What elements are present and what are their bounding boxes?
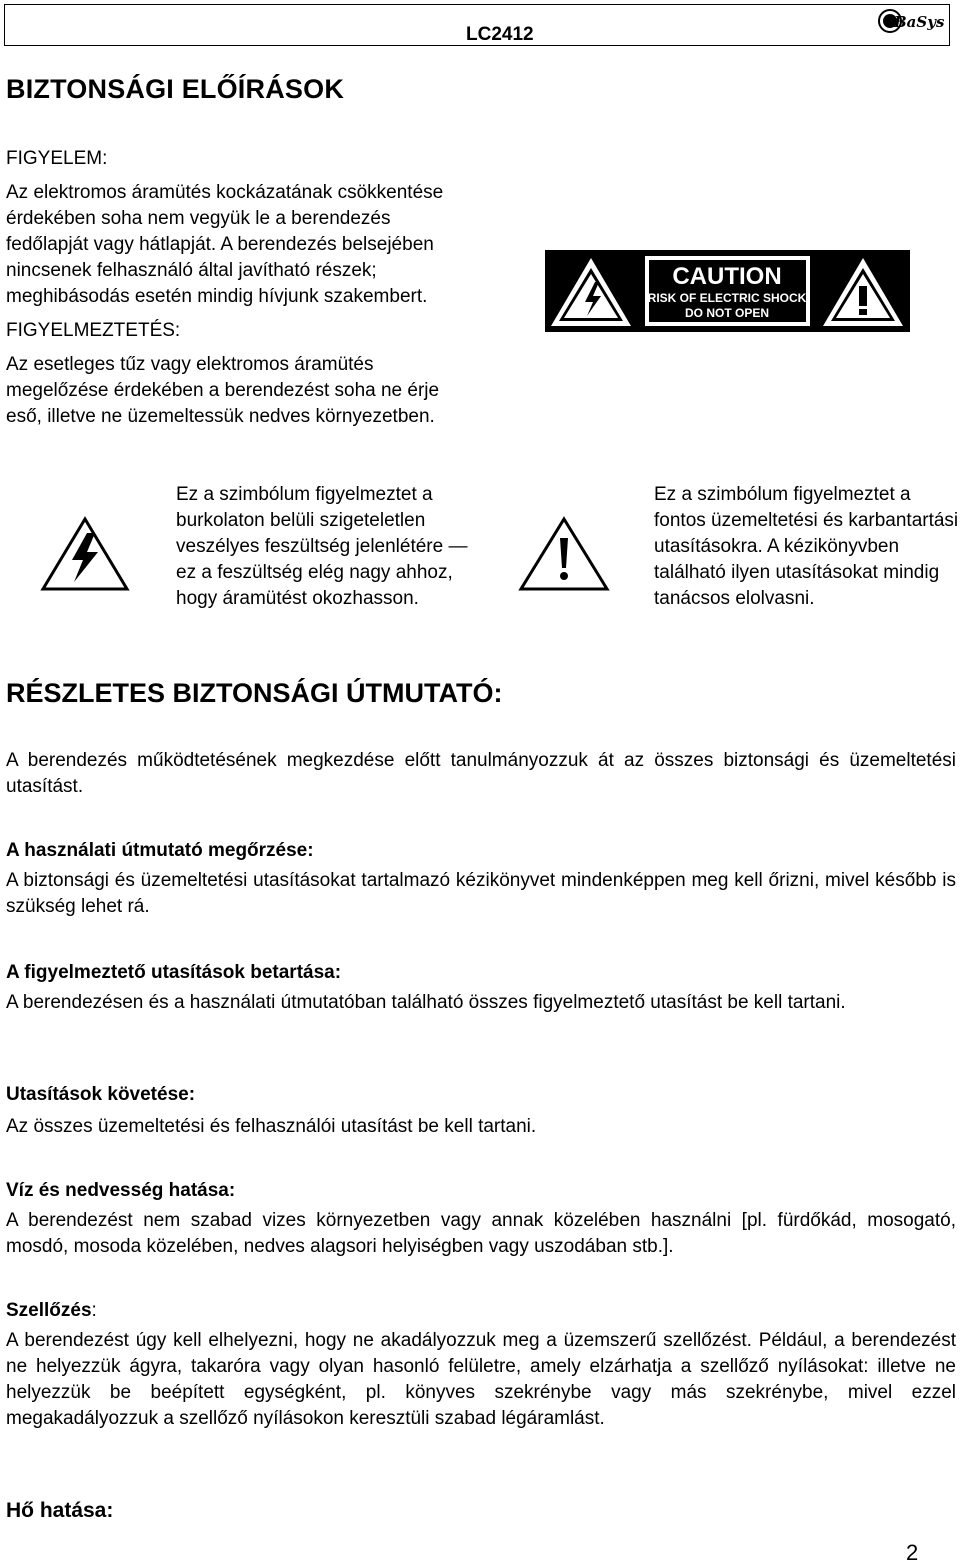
exclamation-warning-icon bbox=[518, 516, 610, 592]
section-text: A berendezésen és a használati útmutatóban található összes figyelmeztető utasítást be kell tartani. bbox=[6, 992, 846, 1013]
section-heading-text: Szellőzés bbox=[6, 1300, 92, 1321]
lightning-warning-icon bbox=[40, 516, 130, 592]
caution-word: CAUTION bbox=[672, 263, 782, 290]
section-follow-instructions bbox=[6, 1082, 956, 1140]
section-heading: A használati útmutató megőrzése: bbox=[6, 840, 314, 861]
exclamation-symbol-text: Ez a szimbólum figyelmeztet a fontos üzemeltetési és karbantartási utasításokra. A kézikönyvben található ilyen utasításokat mindig tanácsos elolvasni. bbox=[654, 484, 959, 609]
warning-block bbox=[6, 146, 476, 430]
section-warnings-observe bbox=[6, 960, 956, 1016]
section-heading: Hő hatása: bbox=[6, 1499, 114, 1522]
caution-line-3: DO NOT OPEN bbox=[684, 306, 770, 320]
lightning-symbol-text: Ez a szimbólum figyelmeztet a burkolaton belüli szigeteletlen veszélyes feszültség jelenlétére — ez a feszültség elég nagy ahhoz, hogy áramütést okozhasson. bbox=[176, 484, 468, 609]
caution-notice-text: Az esetleges tűz vagy elektromos áramütés megelőzése érdekében a berendezést soha ne érje eső, illetve ne üzemeltessük nedves környezetben. bbox=[6, 354, 440, 427]
section-title: RÉSZLETES BIZTONSÁGI ÚTMUTATÓ: bbox=[6, 678, 503, 708]
page-number: 2 bbox=[906, 1540, 919, 1565]
model-number: LC2412 bbox=[466, 24, 534, 45]
caution-notice-label: FIGYELMEZTETÉS: bbox=[6, 320, 181, 341]
page-title: BIZTONSÁGI ELŐÍRÁSOK bbox=[6, 74, 345, 104]
warning-label-text: FIGYELEM bbox=[6, 148, 103, 169]
svg-text:BaSys: BaSys bbox=[894, 13, 945, 31]
section-ventilation bbox=[6, 1298, 956, 1432]
section-heading: Víz és nedvesség hatása: bbox=[6, 1180, 236, 1201]
warning-label: FIGYELEM: bbox=[6, 148, 108, 169]
section-heading: Utasítások követése: bbox=[6, 1084, 196, 1105]
section-heading: A figyelmeztető utasítások betartása: bbox=[6, 962, 342, 983]
caution-line-2: RISK OF ELECTRIC SHOCK bbox=[647, 291, 807, 305]
section-water-moisture bbox=[6, 1178, 956, 1260]
section-text: A biztonsági és üzemeltetési utasításokat tartalmazó kézikönyvet mindenképpen meg kell őrizni, mivel később is szükség lehet rá. bbox=[6, 870, 956, 917]
section-manual-keeping bbox=[6, 838, 956, 920]
warning-text: Az elektromos áramütés kockázatának csökkentése érdekében soha nem vegyük le a berendezés fedőlapját vagy hátlapját. A berendezés belsejében nincsenek felhasználó által javítható részek; meghibásodás esetén mindig hívjunk szakembert. bbox=[6, 182, 444, 307]
section-heading: Szellőzés: bbox=[6, 1300, 97, 1321]
section-text: Az összes üzemeltetési és felhasználói utasítást be kell tartani. bbox=[6, 1116, 537, 1137]
section-text: A berendezést úgy kell elhelyezni, hogy ne akadályozzuk meg a üzemszerű szellőzést. Például, a berendezést ne helyezzük ágyra, takaróra vagy olyan hasonló felületre, amely elzárhatja a szellőző nyílásokat: illetve ne helyezzük be beépített egységként, pl. könyves szekrénybe vagy más szekrénybe, mivel ezzel megakadályozzuk a szellőző nyílásokon keresztüli szabad légáramlást. bbox=[6, 1330, 956, 1429]
section-heat bbox=[6, 1498, 956, 1524]
intro-text: A berendezés működtetésének megkezdése előtt tanulmányozzuk át az összes biztonsági és üzemeltetési utasítást. bbox=[6, 750, 956, 797]
caution-label bbox=[545, 250, 910, 332]
basys-logo bbox=[876, 6, 946, 36]
caution-notice-label-text: FIGYELMEZTETÉS bbox=[6, 320, 175, 341]
section-text: A berendezést nem szabad vizes környezetben vagy annak közelében használni [pl. fürdőkád, mosogató, mosdó, mosoda közelében, nedves alagsori helyiségben vagy uszodában stb.]. bbox=[6, 1210, 956, 1257]
